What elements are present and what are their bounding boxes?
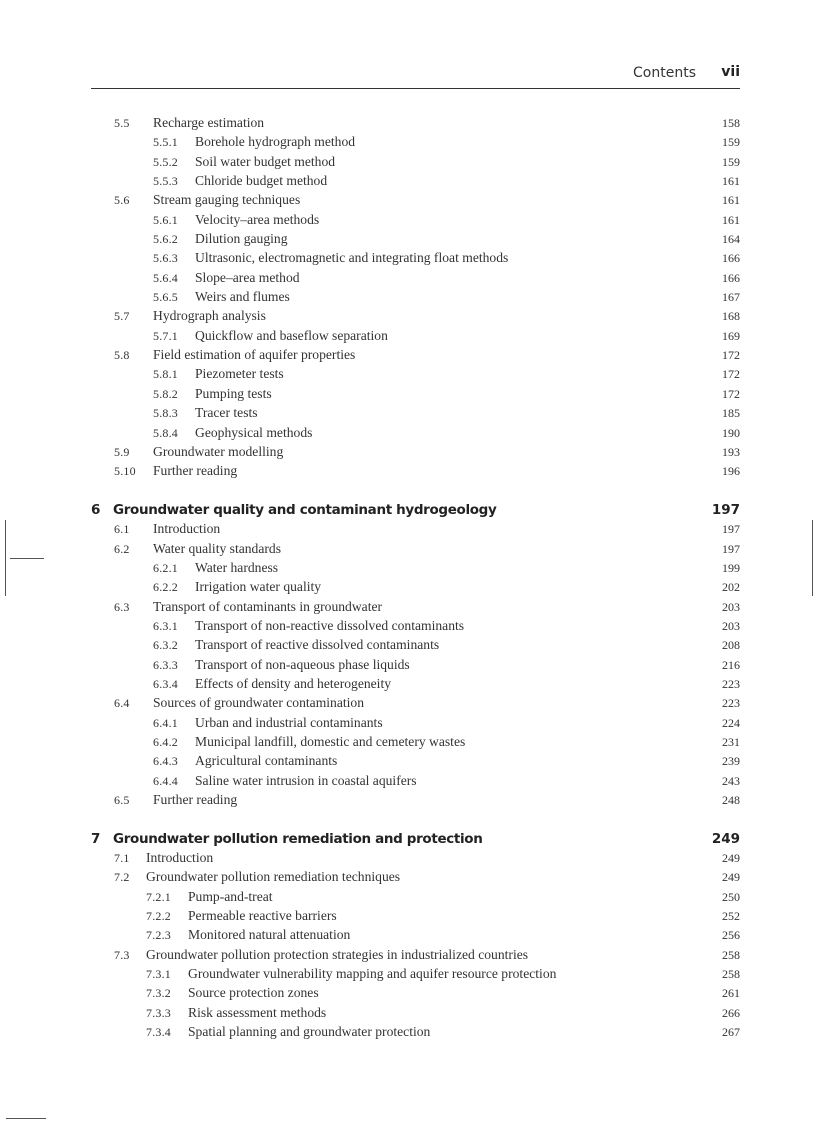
entry-number: 6.4.2 [153, 735, 178, 749]
entry-page: 185 [722, 406, 740, 421]
crop-mark-left-horizontal [10, 558, 44, 559]
running-header [91, 60, 740, 89]
entry-number: 6.4 [114, 696, 130, 711]
entry-page: 197 [722, 522, 740, 537]
entry-title: Velocity–area methods [195, 211, 320, 227]
entry-number: 7.3.3 [146, 1005, 171, 1020]
entry-number: 7.2 [114, 870, 130, 885]
entry-page: 168 [722, 309, 740, 324]
toc-section-entry[interactable] [91, 598, 740, 617]
toc-subsection-entry[interactable] [91, 230, 740, 249]
entry-page: 159 [722, 135, 740, 150]
entry-page: 243 [722, 773, 740, 788]
entry-number: 6.1 [114, 522, 130, 537]
entry-title: Transport of contaminants in groundwater [153, 598, 383, 614]
entry-number: 7.2.2 [146, 909, 171, 924]
toc-subsection-entry[interactable] [91, 752, 740, 771]
entry-page: 266 [722, 1005, 740, 1020]
entry-number: 5.7 [114, 309, 130, 324]
entry-page: 250 [722, 889, 740, 904]
entry-number: 5.6 [114, 193, 130, 208]
entry-title: Stream gauging techniques [153, 192, 301, 208]
toc-chapter-6 [91, 501, 740, 811]
entry-page: 223 [722, 676, 740, 691]
entry-page: 197 [722, 541, 740, 556]
entry-page: 193 [722, 444, 740, 459]
entry-title: Saline water intrusion in coastal aquifers [195, 772, 417, 788]
chapter-heading[interactable] [91, 501, 740, 520]
entry-title: Dilution gauging [195, 231, 288, 247]
entry-number: 6.3.1 [153, 618, 178, 633]
entry-page: 167 [722, 290, 740, 305]
entry-number: 5.6.1 [153, 212, 178, 227]
entry-page: 261 [722, 986, 740, 1001]
toc-subsection-entry[interactable] [91, 153, 740, 172]
entry-number: 5.10 [114, 464, 136, 479]
entry-page: 203 [722, 618, 740, 633]
entry-page: 169 [722, 328, 740, 343]
entry-number: 5.6.3 [153, 251, 178, 266]
entry-number: 7.3 [114, 947, 130, 962]
crop-mark-left-vertical [5, 520, 6, 596]
entry-title: Urban and industrial contaminants [195, 714, 383, 730]
chapter-title: Groundwater quality and contaminant hydrogeology [113, 501, 497, 518]
entry-number: 6.3.2 [153, 638, 178, 653]
entry-page: 258 [722, 947, 740, 962]
entry-title: Transport of non-aqueous phase liquids [195, 656, 410, 672]
entry-number: 5.9 [114, 444, 130, 459]
crop-mark-right-vertical [812, 520, 813, 596]
entry-page: 216 [722, 657, 740, 672]
toc-subsection-entry[interactable] [91, 675, 740, 694]
entry-page: 239 [722, 754, 740, 769]
entry-title: Field estimation of aquifer properties [153, 347, 356, 363]
entry-title: Borehole hydrograph method [195, 134, 356, 150]
entry-title: Monitored natural attenuation [188, 927, 351, 943]
toc-subsection-entry[interactable] [91, 269, 740, 288]
entry-number: 5.5.2 [153, 154, 178, 169]
chapter-title: Groundwater pollution remediation and protection [113, 830, 483, 847]
entry-title: Quickflow and baseflow separation [195, 327, 388, 343]
entry-title: Soil water budget method [195, 153, 336, 169]
entry-title: Hydrograph analysis [153, 308, 266, 324]
toc-section-entry[interactable] [91, 520, 740, 539]
toc-subsection-entry[interactable] [91, 1004, 740, 1023]
entry-page: 196 [722, 464, 740, 479]
entry-number: 7.3.1 [146, 967, 171, 982]
entry-number: 6.3.4 [153, 676, 178, 691]
entry-page: 172 [722, 367, 740, 382]
entry-title: Further reading [153, 792, 238, 808]
entry-title: Tracer tests [195, 405, 258, 421]
entry-title: Geophysical methods [195, 424, 313, 440]
entry-page: 252 [722, 909, 740, 924]
entry-title: Introduction [153, 521, 221, 537]
chapter-number: 6 [91, 501, 101, 518]
toc-subsection-entry[interactable] [91, 714, 740, 733]
toc-subsection-entry[interactable] [91, 211, 740, 230]
toc-subsection-entry[interactable] [91, 172, 740, 191]
entry-page: 258 [722, 967, 740, 982]
entry-title: Groundwater pollution protection strategies in industrialized countries [146, 946, 529, 962]
toc-subsection-entry[interactable] [91, 288, 740, 307]
entry-number: 5.8.4 [153, 425, 178, 440]
entry-page: 190 [722, 425, 740, 440]
entry-number: 6.2 [114, 541, 130, 556]
entry-page: 203 [722, 599, 740, 614]
entry-page: 158 [722, 116, 740, 130]
entry-title: Groundwater pollution remediation techniques [146, 869, 401, 885]
toc-subsection-entry[interactable] [91, 365, 740, 384]
entry-title: Introduction [146, 850, 214, 866]
entry-title: Municipal landfill, domestic and cemetery wastes [195, 734, 466, 749]
toc-subsection-entry[interactable] [91, 404, 740, 423]
toc-subsection-entry[interactable] [91, 424, 740, 443]
table-of-contents [91, 114, 740, 1043]
entry-title: Pump-and-treat [188, 888, 273, 904]
entry-title: Water hardness [195, 559, 279, 575]
toc-section-entry[interactable] [91, 868, 740, 887]
toc-subsection-entry[interactable] [91, 617, 740, 636]
entry-number: 5.6.5 [153, 290, 178, 305]
entry-page: 224 [722, 715, 740, 730]
entry-title: Pumping tests [195, 385, 272, 401]
entry-title: Ultrasonic, electromagnetic and integrating float methods [195, 250, 509, 266]
entry-number: 5.8.2 [153, 386, 178, 401]
entry-number: 7.3.4 [146, 1025, 171, 1040]
entry-number: 6.5 [114, 793, 130, 808]
toc-section-entry[interactable] [91, 191, 740, 210]
entry-page: 208 [722, 638, 740, 653]
entry-number: 7.1 [114, 851, 130, 866]
entry-page: 166 [722, 270, 740, 285]
entry-number: 5.6.4 [153, 270, 178, 285]
entry-page: 249 [722, 870, 740, 885]
chapter-number: 7 [91, 830, 101, 847]
toc-subsection-entry[interactable] [91, 559, 740, 578]
entry-page: 231 [722, 735, 740, 749]
toc-subsection-entry[interactable] [91, 656, 740, 675]
entry-number: 5.6.2 [153, 232, 178, 247]
entry-page: 267 [722, 1025, 740, 1040]
entry-title: Sources of groundwater contamination [153, 695, 365, 711]
entry-number: 6.4.4 [153, 773, 178, 788]
entry-number: 7.3.2 [146, 986, 171, 1001]
toc-section-entry[interactable] [91, 791, 740, 810]
toc-section-entry[interactable] [91, 443, 740, 462]
toc-chapter-5-continued [91, 114, 740, 482]
entry-page: 249 [722, 851, 740, 866]
toc-subsection-entry[interactable] [91, 733, 740, 752]
toc-subsection-entry[interactable] [91, 926, 740, 945]
entry-page: 166 [722, 251, 740, 266]
toc-subsection-entry[interactable] [91, 888, 740, 907]
toc-section-entry[interactable] [91, 849, 740, 868]
entry-title: Transport of non-reactive dissolved contaminants [195, 617, 465, 633]
chapter-page: 249 [711, 830, 740, 847]
chapter-page: 197 [711, 501, 740, 518]
entry-page: 202 [722, 580, 740, 595]
toc-section-entry[interactable] [91, 540, 740, 559]
entry-title: Spatial planning and groundwater protection [188, 1024, 431, 1040]
entry-page: 256 [722, 928, 740, 943]
toc-subsection-entry[interactable] [91, 907, 740, 926]
entry-number: 7.2.3 [146, 928, 171, 943]
entry-title: Recharge estimation [153, 115, 265, 130]
entry-number: 6.3 [114, 599, 130, 614]
section-gap [91, 482, 740, 501]
entry-page: 172 [722, 386, 740, 401]
toc-section-entry[interactable] [91, 114, 740, 133]
entry-title: Risk assessment methods [188, 1004, 327, 1020]
toc-subsection-entry[interactable] [91, 385, 740, 404]
entry-page: 159 [722, 154, 740, 169]
entry-number: 5.8.3 [153, 406, 178, 421]
entry-title: Effects of density and heterogeneity [195, 675, 392, 691]
entry-title: Weirs and flumes [195, 289, 290, 305]
entry-number: 5.5.3 [153, 174, 178, 189]
entry-title: Slope–area method [195, 269, 300, 285]
entry-title: Irrigation water quality [195, 579, 322, 595]
toc-section-entry[interactable] [91, 346, 740, 365]
entry-page: 199 [722, 560, 740, 575]
toc-subsection-entry[interactable] [91, 1023, 740, 1042]
entry-title: Further reading [153, 463, 238, 479]
toc-chapter-7 [91, 830, 740, 1043]
entry-title: Agricultural contaminants [195, 753, 338, 769]
entry-number: 5.8.1 [153, 367, 178, 382]
running-header-title: Contents [633, 65, 696, 81]
entry-number: 5.7.1 [153, 328, 178, 343]
entry-title: Source protection zones [188, 985, 319, 1001]
entry-title: Piezometer tests [195, 366, 284, 382]
chapter-heading[interactable] [91, 830, 740, 849]
crop-mark-bottom-left [6, 1118, 46, 1119]
entry-page: 248 [722, 793, 740, 808]
entry-title: Groundwater vulnerability mapping and aquifer resource protection [188, 966, 557, 982]
toc-section-entry[interactable] [91, 694, 740, 713]
page-number: vii [721, 64, 740, 80]
toc-section-entry[interactable] [91, 307, 740, 326]
entry-page: 164 [722, 232, 740, 247]
entry-number: 6.3.3 [153, 657, 178, 672]
toc-subsection-entry[interactable] [91, 772, 740, 791]
entry-number: 6.2.2 [153, 580, 178, 595]
toc-subsection-entry[interactable] [91, 133, 740, 152]
toc-section-entry[interactable] [91, 946, 740, 965]
toc-subsection-entry[interactable] [91, 636, 740, 655]
entry-number: 5.8 [114, 348, 130, 363]
entry-number: 6.4.1 [153, 715, 178, 730]
entry-page: 223 [722, 696, 740, 711]
entry-number: 6.4.3 [153, 754, 178, 769]
entry-page: 161 [722, 174, 740, 189]
entry-page: 161 [722, 212, 740, 227]
toc-subsection-entry[interactable] [91, 965, 740, 984]
toc-subsection-entry[interactable] [91, 578, 740, 597]
entry-title: Chloride budget method [195, 173, 328, 189]
entry-number: 5.5.1 [153, 135, 178, 150]
toc-subsection-entry[interactable] [91, 984, 740, 1003]
entry-number: 5.5 [114, 116, 130, 130]
toc-subsection-entry[interactable] [91, 327, 740, 346]
entry-title: Water quality standards [153, 540, 282, 556]
entry-number: 7.2.1 [146, 889, 171, 904]
toc-section-entry[interactable] [91, 462, 740, 481]
entry-title: Transport of reactive dissolved contaminants [195, 637, 440, 653]
toc-subsection-entry[interactable] [91, 249, 740, 268]
entry-page: 161 [722, 193, 740, 208]
section-gap [91, 810, 740, 829]
entry-page: 172 [722, 348, 740, 363]
entry-title: Permeable reactive barriers [188, 908, 337, 924]
entry-number: 6.2.1 [153, 560, 178, 575]
entry-title: Groundwater modelling [153, 443, 284, 459]
